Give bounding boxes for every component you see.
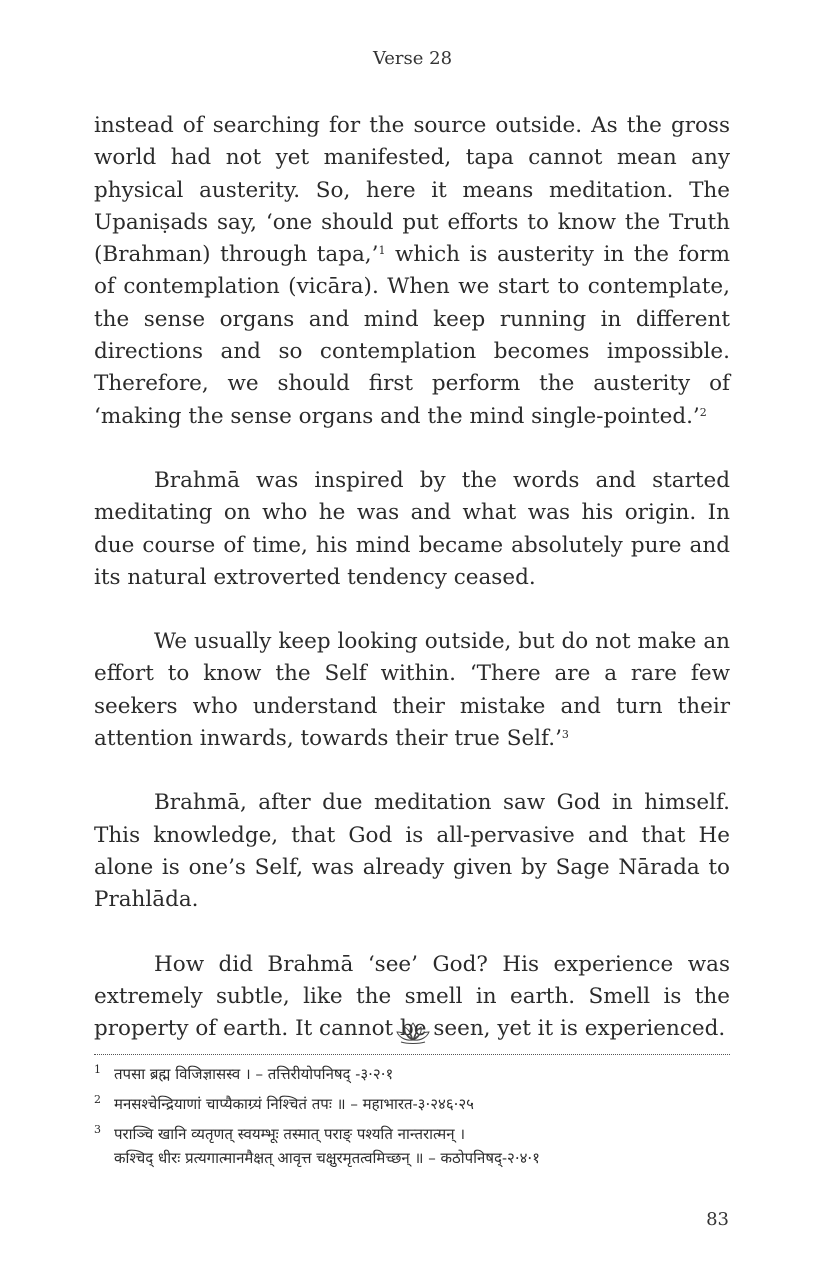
footnote-number: 3	[94, 1123, 101, 1136]
footnotes	[94, 1062, 734, 1176]
footnote-number: 2	[94, 1093, 101, 1106]
paragraph-5: How did Brahmā ‘see’ God? His experience was extremely subtle, like the smell in earth. Smell is the property of earth. It cannot be seen, yet it is experienced.	[94, 951, 730, 1042]
body-text	[94, 110, 730, 1077]
lotus-icon	[395, 1020, 431, 1046]
footnote-number: 1	[94, 1063, 101, 1076]
footnote-2	[94, 1092, 734, 1116]
footnote-text-line-1: पराञ्चि खानि व्यतृणत् स्वयम्भूः तस्मात् पराङ् पश्यति नान्तरात्मन् ।	[114, 1125, 466, 1143]
footnote-ref-3[interactable]: 3	[561, 728, 569, 742]
running-title: Verse 28	[372, 48, 453, 69]
paragraph-2: Brahmā was inspired by the words and started meditating on who he was and what was his origin. In due course of time, his mind became absolutely pure and its natural extroverted tendency ceased.	[94, 467, 730, 590]
footnote-text: तपसा ब्रह्म विजिज्ञासस्व । – तत्तिरीयोपनिषद् -३·२·१	[114, 1065, 394, 1083]
footnote-ref-2[interactable]: 2	[699, 405, 707, 419]
footnote-divider	[94, 1054, 730, 1055]
footnote-text-line-2: कश्चिद् धीरः प्रत्यगात्मानमैक्षत् आवृत्त चक्षुरमृतत्वमिच्छन् ॥ – कठोपनिषद्-२·४·१	[114, 1149, 540, 1167]
footnote-ref-1[interactable]: 1	[378, 244, 386, 258]
footnote-1	[94, 1062, 734, 1086]
footnote-3	[94, 1122, 734, 1170]
paragraph-1: instead of searching for the source outside. As the gross world had not yet manifested, tapa cannot mean any physical austerity. So, here it means meditation. The Upaniṣads say, ‘one should put efforts to know the Truth (Brahman) through tapa,’$^1$ which is austerity in the form of contemplation (vicāra). When we start to contemplate, the sense organs and mind keep running in different directions and so contemplation becomes impossible. Therefore, we should first perform the austerity of ‘making the sense organs and the mind single-pointed.’$^2$	[94, 113, 730, 429]
paragraph-4: Brahmā, after due meditation saw God in himself. This knowledge, that God is all-pervasive and that He alone is one’s Self, was already given by Sage Nārada to Prahlāda.	[94, 790, 730, 913]
paragraph-3: We usually keep looking outside, but do not make an effort to know the Self within. ‘There are a rare few seekers who understand their mistake and turn their attention inwards, towards their true Self.’$^3$	[94, 629, 730, 752]
footnote-text: मनसश्चेन्द्रियाणां चाप्यैकाग्र्यं निश्चितं तपः ॥ – महाभारत-३·२४६·२५	[114, 1095, 474, 1113]
page-number: 83	[706, 1209, 729, 1230]
